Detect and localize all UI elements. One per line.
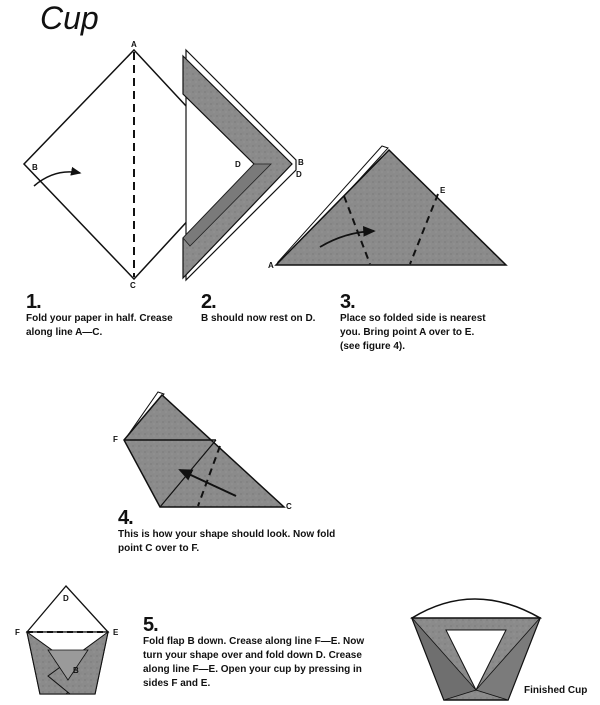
step-5-line-1: Fold flap B down. Crease along line F—E. Now [143, 636, 365, 647]
fig1-label-b: B [32, 163, 38, 172]
fig2-label-b: B [298, 158, 304, 167]
fig4-label-f: F [113, 435, 118, 444]
page-title: Cup [40, 0, 99, 36]
fig5-label-e: E [113, 628, 119, 637]
step-1-line-1: Fold your paper in half. Crease [26, 313, 173, 324]
fig3-label-a: A [268, 261, 274, 270]
step-2-number: 2. [201, 291, 216, 313]
fig1-label-d: D [235, 160, 241, 169]
step-5-line-3: along line F—E. Open your cup by pressing in [143, 664, 362, 675]
finished-cup [412, 599, 540, 700]
fig2-label-d: D [296, 170, 302, 179]
step-1-text [26, 312, 173, 340]
step-3-line-3: (see figure 4). [340, 341, 406, 352]
fig1-label-a: A [131, 40, 137, 49]
step-5-number: 5. [143, 614, 158, 636]
step-5-text [143, 635, 364, 691]
step-4-number: 4. [118, 507, 133, 529]
fig5-label-f: F [15, 628, 20, 637]
step-2-line-1: B should now rest on D. [201, 313, 316, 324]
fig3-triangle [276, 150, 506, 265]
step-4-line-1: This is how your shape should look. Now fold [118, 529, 336, 540]
step-1-line-2: along line A—C. [26, 327, 103, 338]
step-3-text [340, 312, 486, 354]
figure-3 [276, 146, 506, 265]
fig1-label-c: C [130, 281, 136, 290]
fig4-shape [124, 395, 284, 507]
step-4-text [118, 528, 335, 556]
step-1-number: 1. [26, 291, 41, 313]
step-3-number: 3. [340, 291, 355, 313]
fig5-label-b: B [73, 666, 79, 675]
step-5-line-2: turn your shape over and fold down D. Crease [143, 650, 362, 661]
step-3-line-2: you. Bring point A over to E. [340, 327, 475, 338]
fig5-label-d: D [63, 594, 69, 603]
step-2-text [201, 312, 315, 326]
step-5-line-4: sides F and E. [143, 678, 211, 689]
step-4-line-2: point C over to F. [118, 543, 200, 554]
fig5-top-flap [27, 586, 108, 632]
step-3-line-1: Place so folded side is nearest [340, 313, 486, 324]
figure-4 [124, 392, 284, 507]
finished-cup-label: Finished Cup [524, 685, 588, 696]
fig3-label-e: E [440, 186, 446, 195]
fig4-label-c: C [286, 502, 292, 511]
